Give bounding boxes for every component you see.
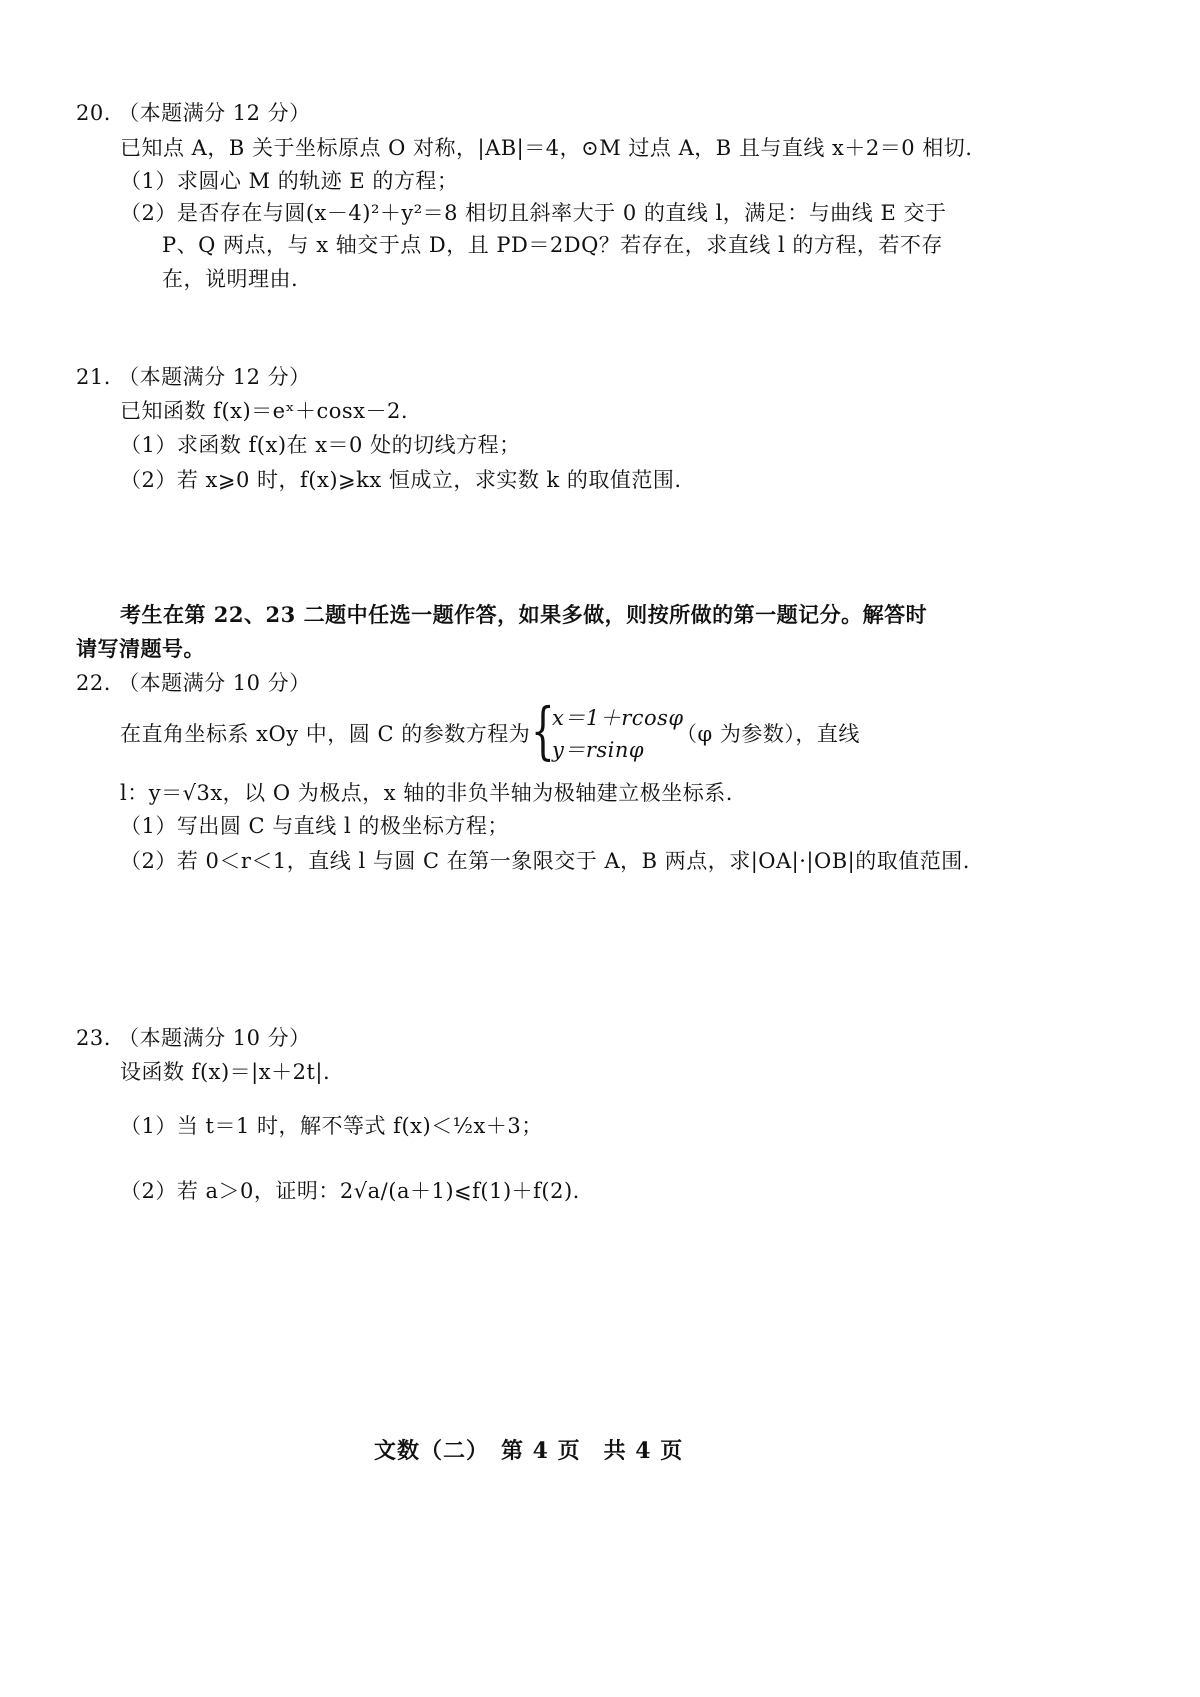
q22-header: 22. （本题满分 10 分）: [76, 671, 311, 695]
q22-line3: （1）写出圆 C 与直线 l 的极坐标方程；: [120, 814, 509, 838]
notice-line2: 请写清题号。: [76, 636, 205, 661]
q23-line1: 设函数 f(x)＝|x＋2t|.: [120, 1060, 331, 1084]
q22-line1-suffix: （φ 为参数），直线: [676, 722, 860, 746]
q21-line3: （2）若 x⩾0 时，f(x)⩾kx 恒成立，求实数 k 的取值范围.: [120, 468, 682, 492]
q22-system-eq1: x＝1＋rcosφ: [552, 706, 684, 730]
q20-line3: （2）是否存在与圆(x－4)²＋y²＝8 相切且斜率大于 0 的直线 l，满足：与曲线 E 交于: [120, 201, 947, 225]
q20-line5: 在，说明理由.: [162, 267, 299, 291]
q22-system-eq2: y＝rsinφ: [552, 738, 645, 762]
notice-line1: 考生在第 22、23 二题中任选一题作答，如果多做，则按所做的第一题记分。解答时: [120, 602, 928, 627]
q20-header: 20. （本题满分 12 分）: [76, 101, 311, 125]
q20-line2: （1）求圆心 M 的轨迹 E 的方程；: [120, 169, 459, 193]
brace-symbol: {: [531, 694, 555, 767]
q21-line1: 已知函数 f(x)＝eˣ＋cosx－2.: [120, 399, 409, 423]
q20-line1: 已知点 A，B 关于坐标原点 O 对称，|AB|＝4，⊙M 过点 A，B 且与直线 x＋2＝0 相切.: [120, 136, 973, 160]
q20-line4: P、Q 两点，与 x 轴交于点 D，且 PD＝2DQ？若存在，求直线 l 的方程，若不存: [162, 233, 943, 257]
q22-line4: （2）若 0＜r＜1，直线 l 与圆 C 在第一象限交于 A，B 两点，求|OA|·|OB|的取值范围.: [120, 849, 970, 873]
q21-header: 21. （本题满分 12 分）: [76, 365, 311, 389]
q22-line2: l：y＝√3x，以 O 为极点，x 轴的非负半轴为极轴建立极坐标系.: [120, 781, 733, 805]
q22-line1-prefix: 在直角坐标系 xOy 中，圆 C 的参数方程为: [120, 722, 531, 746]
q21-line2: （1）求函数 f(x)在 x＝0 处的切线方程；: [120, 433, 521, 457]
page-footer: 文数（二） 第 4 页 共 4 页: [374, 1438, 684, 1464]
q23-line2: （1）当 t＝1 时，解不等式 f(x)＜½x＋3；: [120, 1114, 543, 1138]
q23-header: 23. （本题满分 10 分）: [76, 1026, 311, 1050]
q23-line3: （2）若 a＞0，证明：2√a/(a＋1)⩽f(1)＋f(2).: [120, 1179, 580, 1203]
